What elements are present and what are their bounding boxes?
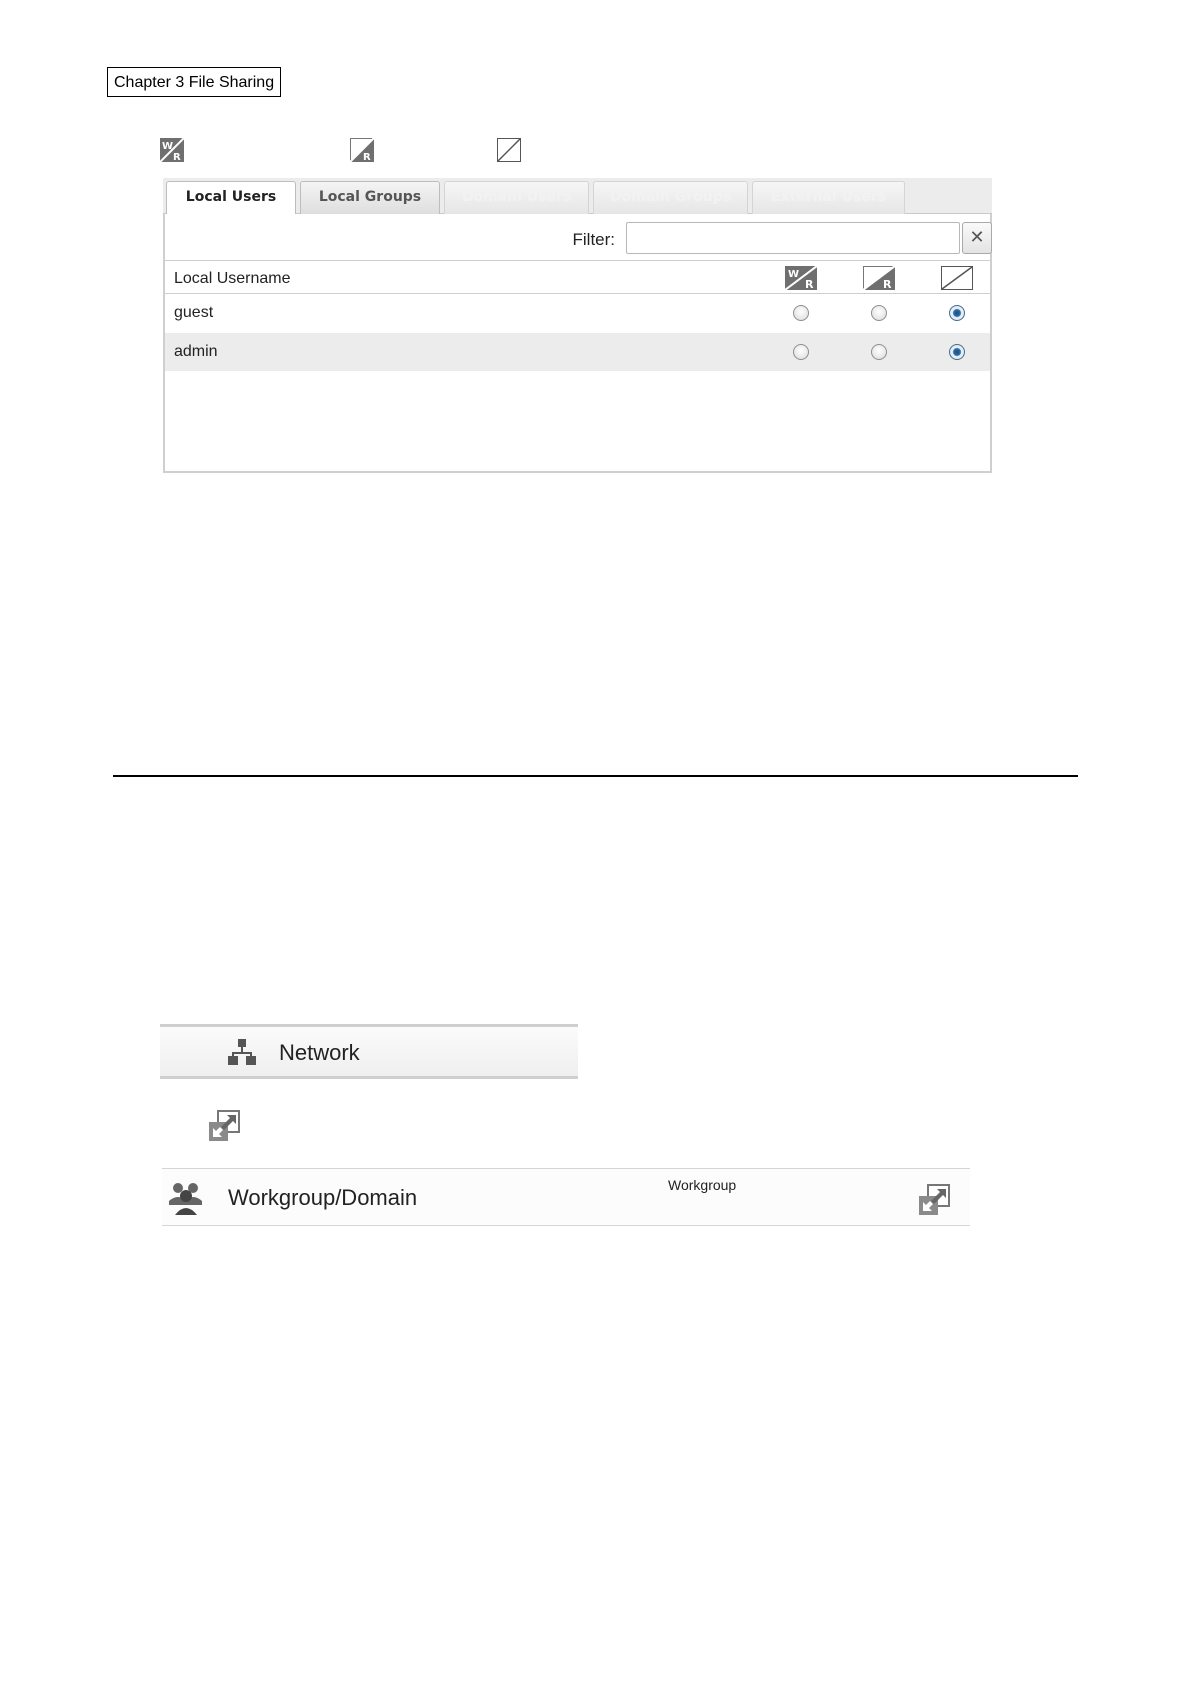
svg-text:R: R — [363, 152, 371, 162]
svg-text:R: R — [883, 278, 892, 290]
radio-read-only[interactable] — [871, 344, 887, 360]
filter-label: Filter: — [572, 230, 615, 249]
network-label: Network — [279, 1040, 360, 1065]
network-menu-item[interactable] — [160, 1024, 578, 1079]
workgroup-value: Workgroup — [668, 1177, 737, 1193]
tab-bar — [163, 178, 992, 214]
users-icon — [168, 1181, 204, 1215]
no-access-icon — [497, 138, 521, 162]
section-divider — [113, 775, 1078, 777]
svg-text:R: R — [173, 152, 181, 162]
svg-text:W: W — [788, 269, 800, 280]
radio-no-access[interactable] — [949, 305, 965, 321]
filter-clear-button[interactable] — [962, 222, 992, 254]
column-local-username: Local Username — [174, 270, 291, 287]
radio-read-write[interactable] — [793, 305, 809, 321]
read-only-icon — [350, 138, 374, 162]
table-row-guest — [165, 294, 990, 332]
tab-domain-groups: Domain Groups — [593, 181, 748, 214]
expand-icon[interactable] — [918, 1184, 950, 1216]
row-username: admin — [174, 343, 218, 360]
workgroup-domain-label: Workgroup/Domain — [228, 1185, 418, 1210]
radio-read-write[interactable] — [793, 344, 809, 360]
chapter-header: Chapter 3 File Sharing — [107, 67, 281, 97]
filter-input[interactable] — [626, 222, 960, 254]
tab-local-groups[interactable]: Local Groups — [300, 181, 440, 214]
close-icon: ✕ — [969, 227, 985, 247]
svg-text:R: R — [805, 278, 814, 290]
network-icon — [228, 1038, 256, 1066]
tab-domain-users: Domain Users — [444, 181, 589, 214]
table-row-admin — [165, 333, 990, 371]
tab-content — [163, 214, 992, 473]
read-write-column-icon[interactable] — [785, 266, 817, 290]
read-only-column-icon[interactable] — [863, 266, 895, 290]
radio-read-only[interactable] — [871, 305, 887, 321]
expand-icon[interactable] — [208, 1110, 240, 1142]
workgroup-domain-row[interactable] — [162, 1168, 970, 1226]
row-username: guest — [174, 304, 214, 321]
radio-no-access[interactable] — [949, 344, 965, 360]
no-access-column-icon[interactable] — [941, 266, 973, 290]
permissions-panel — [163, 178, 992, 473]
svg-text:W: W — [162, 141, 174, 152]
grid-header — [165, 260, 990, 294]
tab-external-users: External Users — [752, 181, 905, 214]
read-write-icon — [160, 138, 184, 162]
tab-local-users[interactable]: Local Users — [166, 181, 296, 215]
